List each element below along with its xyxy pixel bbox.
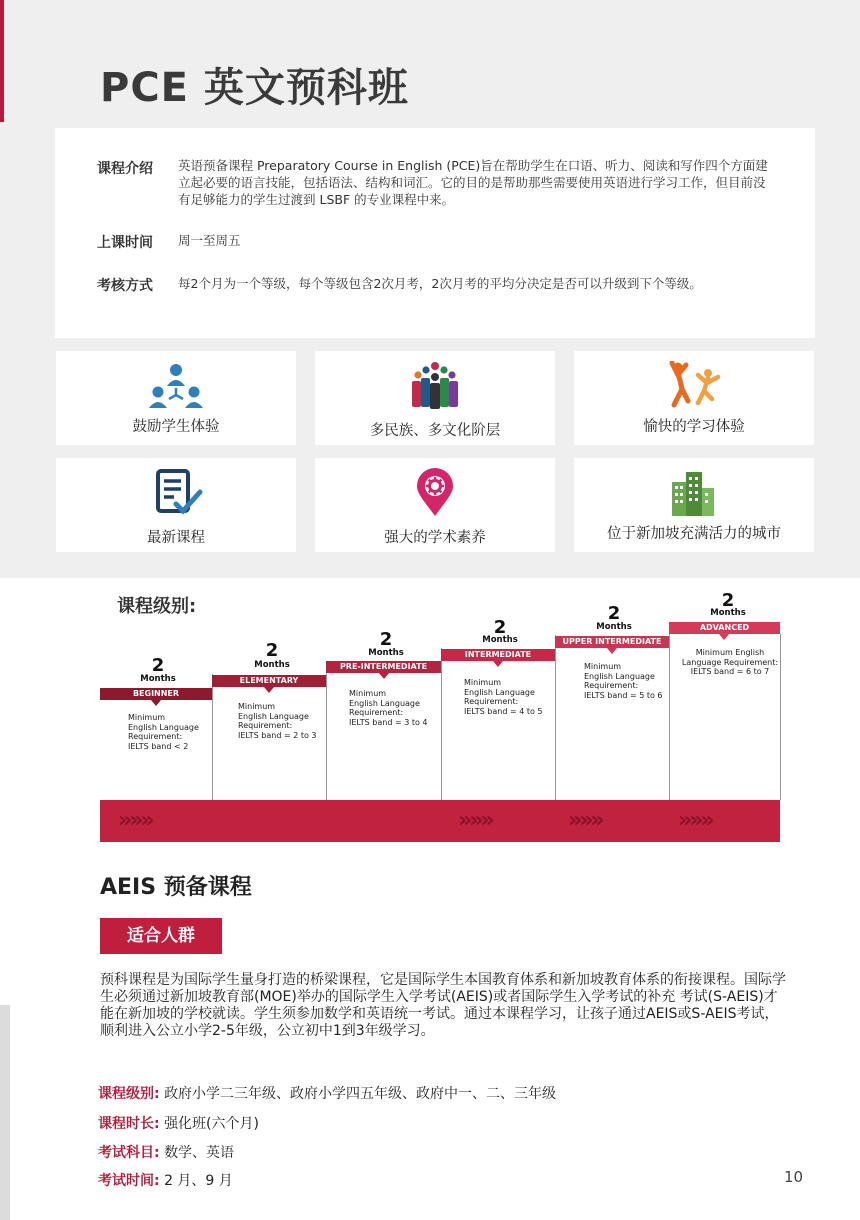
page-number: 10 <box>784 1168 804 1186</box>
level-pointer <box>151 700 161 706</box>
feature-card <box>315 351 555 445</box>
level-duration-number: 2 <box>721 590 735 611</box>
level-divider <box>669 622 670 800</box>
level-name: BEGINNER <box>100 688 212 700</box>
level-divider <box>555 635 556 800</box>
level-duration-unit: Months <box>596 622 632 632</box>
aeis-title: AEIS 预备课程 <box>100 875 252 900</box>
jumping-people-icon <box>664 361 724 411</box>
audience-tag: 适合人群 <box>100 918 222 954</box>
level-duration-number: 2 <box>493 617 507 638</box>
feature-card <box>56 351 296 445</box>
city-buildings-icon <box>664 468 724 518</box>
feature-label: 强大的学术素养 <box>384 530 486 546</box>
level-name: ADVANCED <box>669 622 780 634</box>
level-requirement: Minimum English Language Requirement: IELTS band = 6 to 7 <box>681 648 779 676</box>
side-strip <box>0 1005 10 1220</box>
level-name: INTERMEDIATE <box>441 649 555 661</box>
checklist-icon <box>146 468 206 518</box>
feature-label: 位于新加坡充满活力的城市 <box>607 526 781 542</box>
intro-label-description: 课程介绍 <box>97 161 153 177</box>
level-pointer <box>264 687 274 693</box>
info-row-level: 课程级别: 政府小学二三年级、政府小学四五年级、政府中一、二、三年级 <box>98 1086 557 1102</box>
level-divider <box>780 634 781 800</box>
level-duration-unit: Months <box>482 635 518 645</box>
intro-label-schedule: 上课时间 <box>97 235 153 251</box>
level-divider <box>326 661 327 800</box>
feature-card <box>56 458 296 552</box>
info-row-exam-time: 考试时间: 2 月、9 月 <box>98 1173 233 1189</box>
level-pointer <box>493 661 503 667</box>
level-duration-unit: Months <box>254 660 290 670</box>
location-gear-icon <box>405 468 465 518</box>
level-pointer <box>719 634 729 640</box>
level-duration-unit: Months <box>368 648 404 658</box>
feature-label: 愉快的学习体验 <box>643 419 745 435</box>
intro-text-description: 英语预备课程 Preparatory Course in English (PCE)旨在帮助学生在口语、听力、阅读和写作四个方面建立起必要的语言技能，包括语法、结构和词汇。它的目的是帮助那些需要使用英语进行学习工作，但目前没有足够能力的学生过渡到 LSBF 的专业课程中来。 <box>178 158 768 207</box>
level-duration-unit: Months <box>140 674 176 684</box>
info-row-subjects: 考试科目: 数学、英语 <box>98 1145 235 1161</box>
level-requirement: Minimum English Language Requirement: IELTS band = 2 to 3 <box>238 702 317 740</box>
feature-label: 最新课程 <box>147 530 205 546</box>
chevrons-icon: »»» <box>458 808 492 833</box>
intro-text-schedule: 周一至周五 <box>178 233 241 248</box>
feature-label: 多民族、多文化阶层 <box>369 423 501 439</box>
chevrons-icon: »»» <box>118 808 152 833</box>
people-crowd-icon <box>405 361 465 411</box>
levels-progress-bar <box>100 800 780 842</box>
level-duration-number: 2 <box>265 640 279 661</box>
intro-card <box>55 128 815 338</box>
intro-label-assessment: 考核方式 <box>97 278 153 294</box>
feature-label: 鼓励学生体验 <box>132 419 220 435</box>
level-pointer <box>607 648 617 654</box>
level-divider <box>212 674 213 800</box>
aeis-description: 预科课程是为国际学生量身打造的桥梁课程，它是国际学生本国教育体系和新加坡教育体系的衔接课程。国际学生必须通过新加坡教育部(MOE)举办的国际学生入学考试(AEIS)或者国际学生入学考试的补充 考试(S-AEIS)才能在新加坡的学校就读。学生须参加数学和英语统一考试。通过本课程学习，让孩子通过AEIS或S-AEIS考试，顺利进入公立小学2-5年级，公立初中1到3年级学习。 <box>100 972 786 1039</box>
chevrons-icon: »»» <box>678 808 712 833</box>
group-icon <box>146 361 206 411</box>
level-duration-number: 2 <box>607 603 621 624</box>
level-name: UPPER INTERMEDIATE <box>555 636 669 648</box>
accent-bar <box>0 0 4 122</box>
level-requirement: Minimum English Language Requirement: IELTS band = 5 to 6 <box>584 662 663 700</box>
level-requirement: Minimum English Language Requirement: IELTS band < 2 <box>128 713 199 751</box>
levels-title: 课程级别: <box>117 596 197 617</box>
level-pointer <box>379 673 389 679</box>
level-name: PRE-INTERMEDIATE <box>326 661 441 673</box>
level-duration-number: 2 <box>151 655 165 676</box>
level-divider <box>441 648 442 800</box>
intro-text-assessment: 每2个月为一个等级，每个等级包含2次月考，2次月考的平均分决定是否可以升级到下个等级。 <box>178 276 702 291</box>
level-name: ELEMENTARY <box>212 675 326 687</box>
chevrons-icon: »»» <box>568 808 602 833</box>
level-duration-unit: Months <box>710 608 746 618</box>
page-title: PCE 英文预科班 <box>100 65 409 111</box>
info-row-duration: 课程时长: 强化班(六个月) <box>98 1116 259 1132</box>
feature-card <box>315 458 555 552</box>
feature-card <box>574 351 814 445</box>
feature-card <box>574 458 814 552</box>
level-duration-number: 2 <box>379 629 393 650</box>
level-requirement: Minimum English Language Requirement: IELTS band = 4 to 5 <box>464 678 543 716</box>
level-requirement: Minimum English Language Requirement: IELTS band = 3 to 4 <box>349 689 428 727</box>
